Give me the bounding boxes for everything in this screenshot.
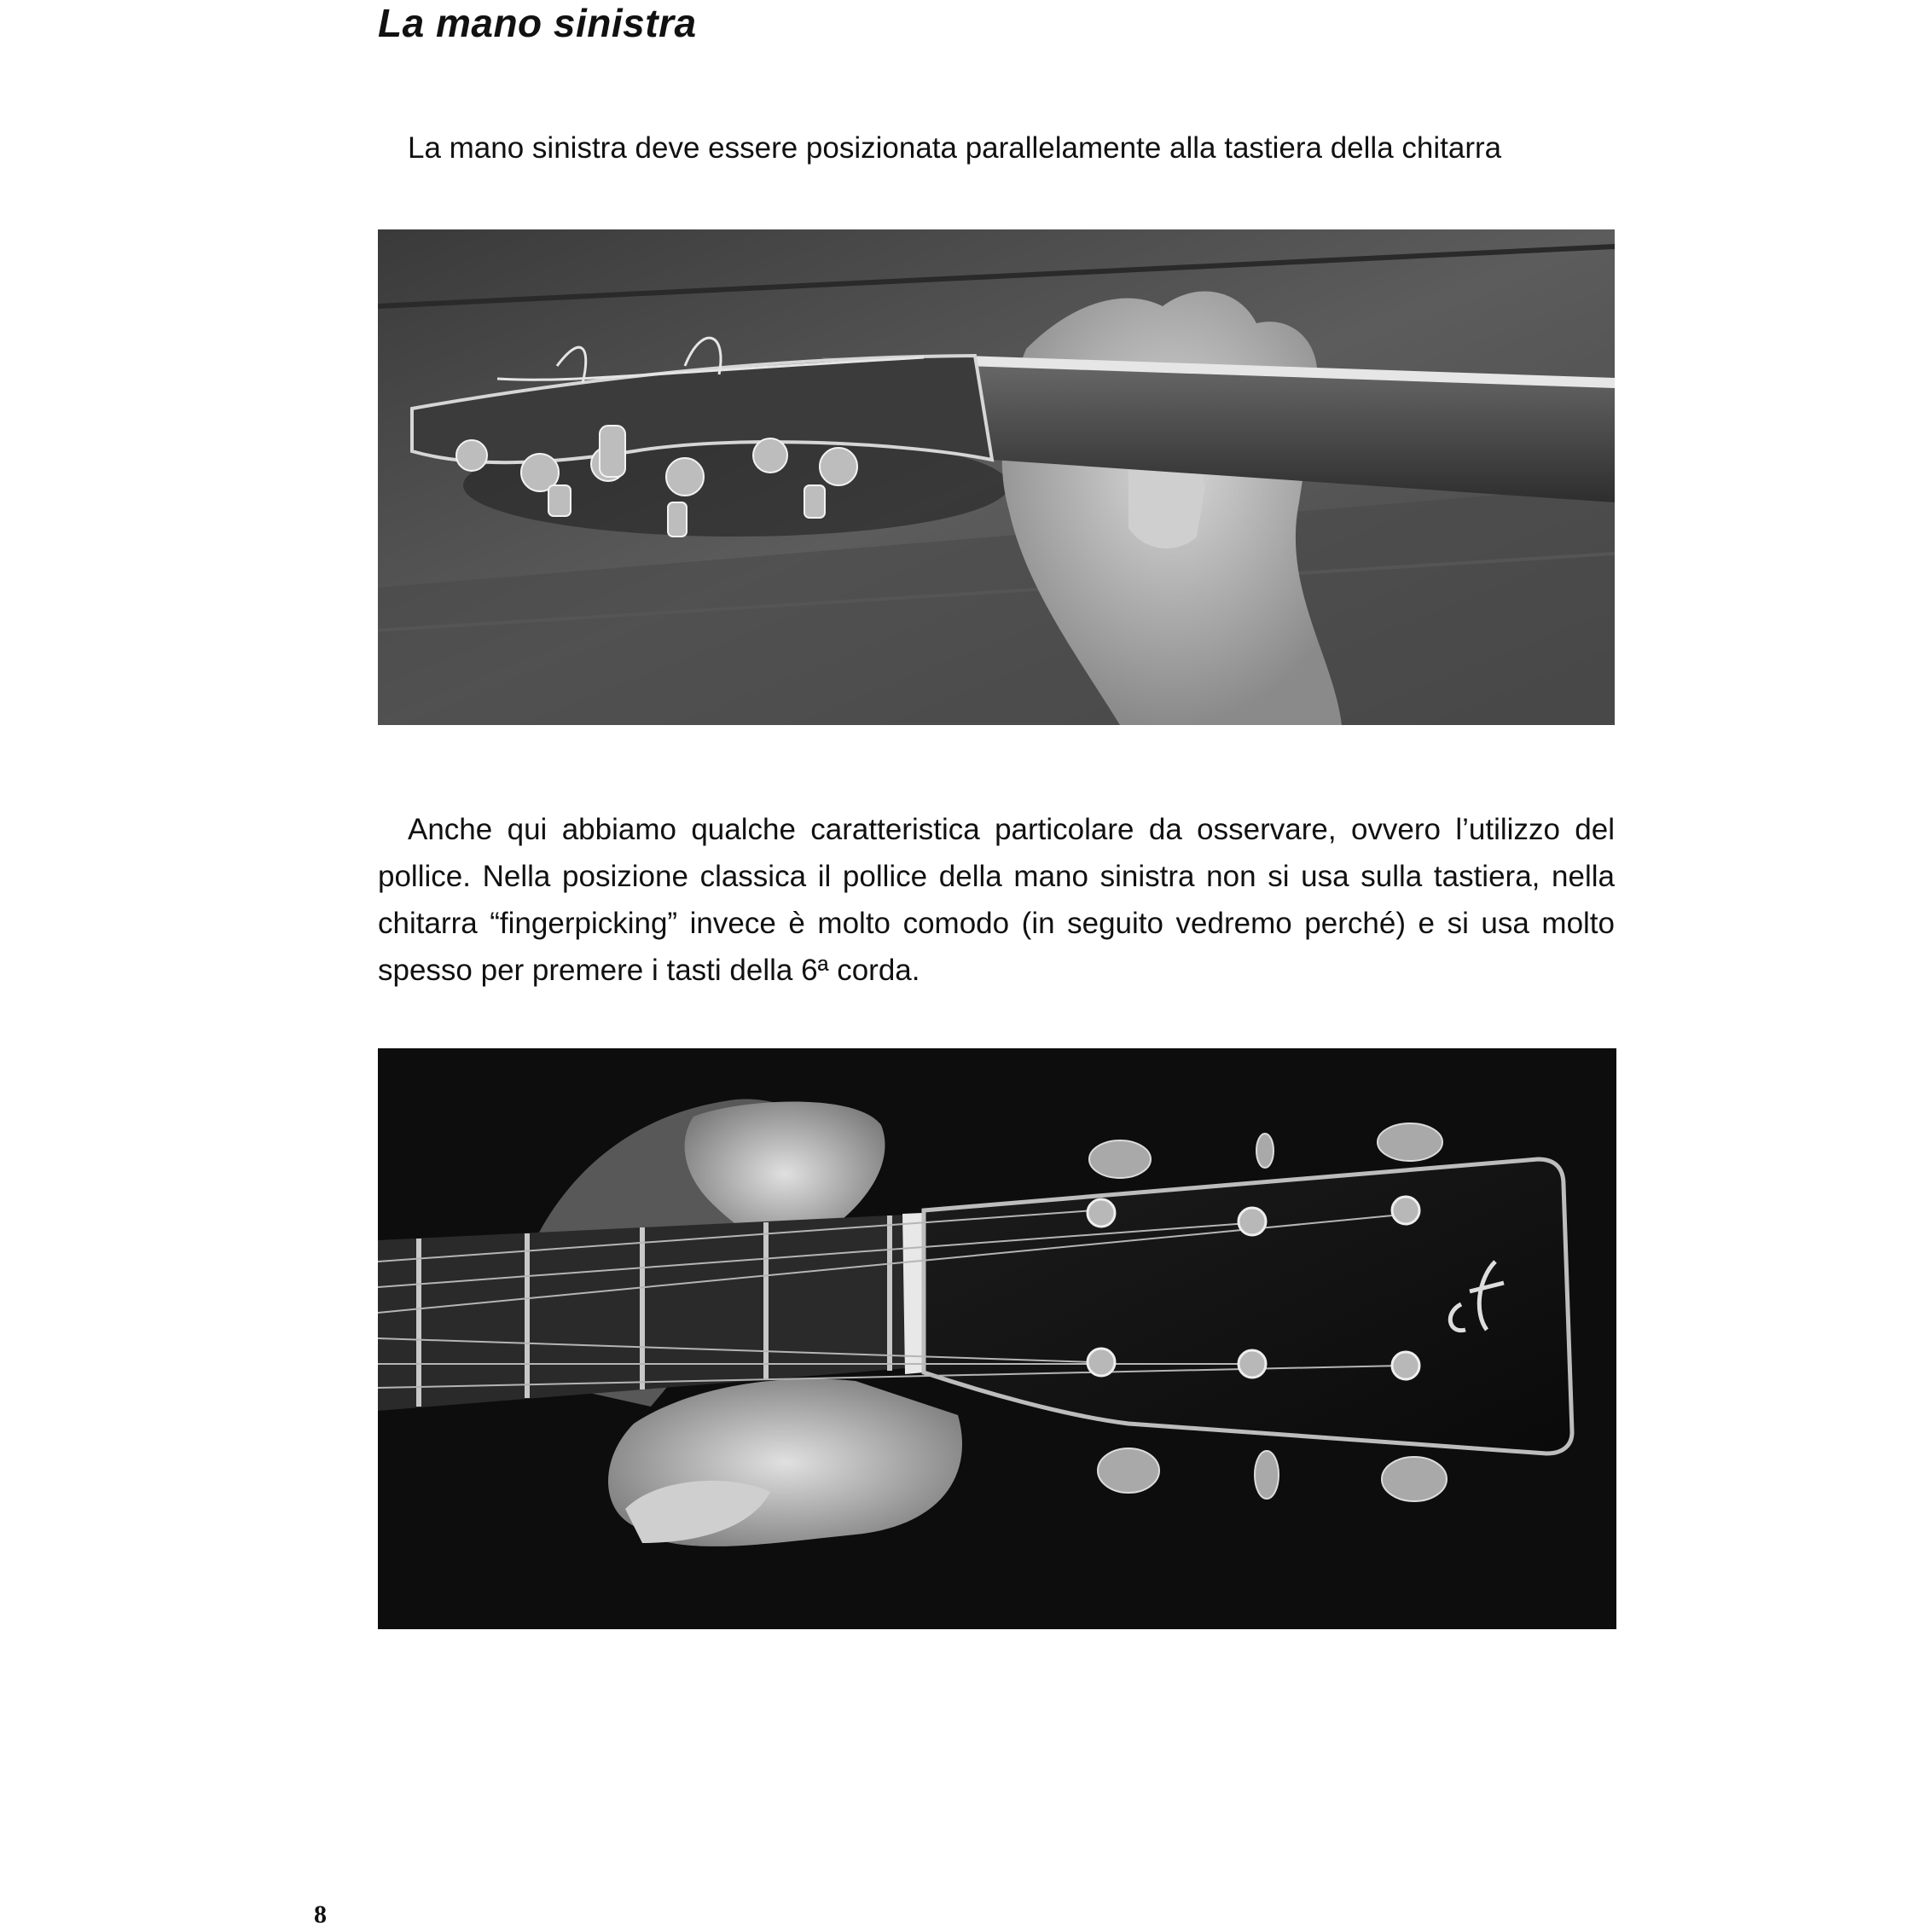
intro-text: La mano sinistra deve essere posizionata parallelamente alla tastiera della chitarra (408, 131, 1502, 165)
photo-guitar-side-view-graphic (378, 229, 1615, 725)
photo-guitar-side-view (378, 229, 1615, 725)
photo-guitar-front-view (378, 1048, 1616, 1629)
page-title: La mano sinistra (378, 1, 697, 45)
page-number: 8 (314, 1900, 327, 1929)
photo-guitar-front-view-graphic (378, 1048, 1616, 1629)
body-paragraph: Anche qui abbiamo qualche caratteristica particolare da osservare, ovvero l’utilizzo del pollice. Nella posizione classica il pollice della mano sinistra non si usa sulla tastiera, nella chitarra “fingerpicking” invece è molto comodo (in seguito vedremo perché) e si usa molto spesso per premere i tasti della 6ª corda. (378, 813, 1615, 987)
